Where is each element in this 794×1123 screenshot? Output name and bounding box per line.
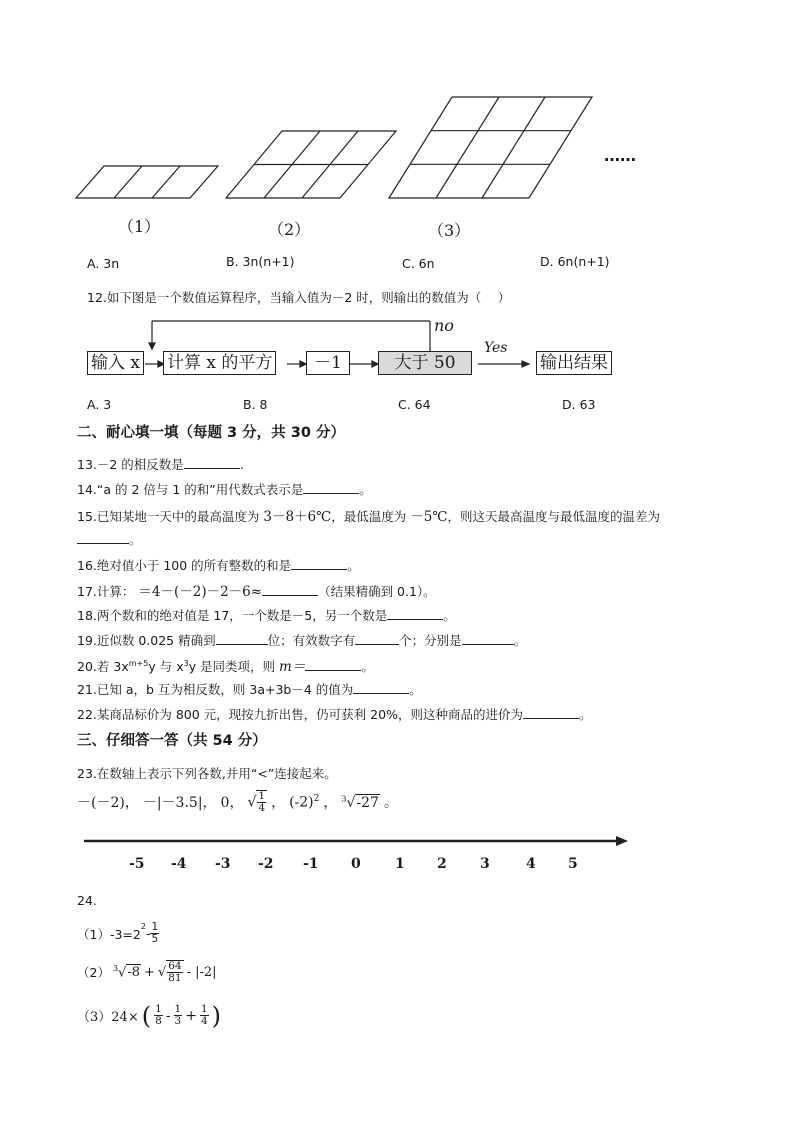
flow-yes-label: Yes bbox=[484, 340, 508, 356]
q22 bbox=[77, 705, 591, 723]
flow-box-greater-50: 大于 50 bbox=[378, 351, 472, 375]
q23-num-4: √ $\frac{1}{4}$ bbox=[247, 790, 266, 814]
q13-end: . bbox=[239, 457, 244, 472]
q15-blank bbox=[77, 531, 129, 544]
q22-text: 22.某商品标价为 800 元，现按九折出售，仍可获利 20%，则这种商品的进价为 bbox=[77, 707, 523, 722]
q23-num-3: 0， bbox=[220, 795, 244, 811]
q12-option-c: C. 64 bbox=[398, 397, 431, 412]
q13 bbox=[77, 455, 244, 473]
q13-text: 13.－2 的相反数是 bbox=[77, 457, 184, 472]
q20-text-a: 20.若 bbox=[77, 659, 110, 674]
q24-1-fraction: $\frac{1}{5}$ bbox=[151, 921, 159, 945]
q18 bbox=[77, 606, 456, 624]
q11-option-c: C. 6n bbox=[402, 256, 435, 271]
tick-label: -3 bbox=[215, 856, 231, 872]
tick-label: -1 bbox=[303, 856, 319, 872]
tick-label: -2 bbox=[258, 856, 274, 872]
q18-end: 。 bbox=[443, 608, 456, 623]
q14 bbox=[77, 480, 372, 498]
q14-text: 14.“a 的 2 倍与 1 的和”用代数式表示是 bbox=[77, 482, 304, 497]
q22-end: 。 bbox=[578, 707, 592, 722]
q12-flow-lines bbox=[0, 310, 794, 390]
figure-label-2: （2） bbox=[268, 220, 311, 239]
q24-2-sqrt: √ $\frac{64}{81}$ bbox=[157, 960, 182, 984]
q23-num-2: －|－3.5|， bbox=[142, 795, 217, 811]
q23-num-1: －(－2)， bbox=[77, 795, 139, 811]
q20-term2: $x^3y$ 是同类项，则 bbox=[176, 658, 276, 674]
q18-text: 18.两个数和的绝对值是 17，一个数是－5，另一个数是 bbox=[77, 608, 388, 623]
q15-low: －5℃ bbox=[410, 509, 448, 525]
q20-blank bbox=[305, 658, 361, 671]
tick-label: 5 bbox=[568, 856, 578, 872]
q14-blank bbox=[303, 481, 359, 494]
q15-end: 。 bbox=[129, 532, 142, 547]
q20-end: 。 bbox=[361, 659, 374, 674]
q19-text-a: 19.近似数 0.025 精确到 bbox=[77, 633, 216, 648]
tick-label: 3 bbox=[480, 856, 490, 872]
q20-m: m＝ bbox=[279, 659, 306, 675]
q19-blank-3 bbox=[462, 632, 514, 645]
q20-term1: $3x^{m+5}y$ 与 bbox=[113, 658, 173, 674]
q12-option-b: B. 8 bbox=[243, 397, 268, 412]
q19-blank-1 bbox=[216, 632, 268, 645]
q12-option-a: A. 3 bbox=[87, 397, 112, 412]
q11-option-d: D. 6n(n+1) bbox=[540, 254, 610, 269]
q23-numbers: －(－2)， －|－3.5|， 0， √ $\frac{1}{4}$ ， $(-2)^2$ ， $^3$√-27 。 bbox=[77, 790, 398, 814]
q19-end: 。 bbox=[513, 633, 527, 648]
q15-high: 3－8＋6℃ bbox=[263, 509, 332, 525]
flow-no-label: no bbox=[434, 316, 454, 335]
q24-part3: （3）24× ( $\frac{1}{8}$ - $\frac{1}{3}$ + $\frac{1}{4}$ ) bbox=[77, 1001, 221, 1030]
figure-label-1: （1） bbox=[118, 217, 161, 236]
q24-2-cbrt: $^3$√-8 bbox=[112, 963, 141, 981]
q12-option-d: D. 63 bbox=[562, 397, 596, 412]
q19-text-c: 个；分别是 bbox=[399, 633, 462, 648]
q19 bbox=[77, 631, 526, 649]
q22-blank bbox=[523, 706, 579, 719]
flow-box-input: 输入 x bbox=[87, 351, 144, 375]
number-line-ticks bbox=[0, 856, 794, 876]
q16 bbox=[77, 556, 360, 574]
q17 bbox=[77, 580, 436, 600]
figure-label-3: （3） bbox=[428, 221, 471, 240]
flow-box-output: 输出结果 bbox=[536, 351, 612, 375]
q24-label: 24. bbox=[77, 893, 97, 908]
q19-text-b: 位；有效数字有 bbox=[267, 633, 356, 648]
tick-label: 4 bbox=[526, 856, 536, 872]
q17-blank bbox=[262, 583, 318, 596]
q24-part2: （2） $^3$√-8 + √ $\frac{64}{81}$ - |-2| bbox=[77, 960, 217, 984]
q17-expr: ＝4－(－2)－2－6≈ bbox=[138, 584, 263, 600]
q14-end: 。 bbox=[359, 482, 372, 497]
q13-blank bbox=[184, 456, 240, 469]
q20 bbox=[77, 655, 374, 675]
q15-text-b: ，最低温度为 bbox=[331, 509, 407, 524]
q19-blank-2 bbox=[355, 632, 399, 645]
figure-ellipsis: …… bbox=[604, 146, 636, 165]
q23-num-6: $^3$√-27 bbox=[341, 793, 379, 811]
q16-blank bbox=[291, 557, 347, 570]
q21-blank bbox=[353, 681, 409, 694]
q16-end: 。 bbox=[347, 558, 360, 573]
tick-label: 1 bbox=[395, 856, 405, 872]
q15-text-c: ，则这天最高温度与最低温度的温差为 bbox=[447, 509, 660, 524]
q17-text: 17.计算： bbox=[77, 584, 135, 599]
q17-end: （结果精确到 0.1）。 bbox=[318, 584, 436, 599]
tick-label: 0 bbox=[351, 856, 361, 872]
q21 bbox=[77, 680, 422, 698]
q11-option-b: B. 3n(n+1) bbox=[226, 254, 295, 269]
q15-text-a: 15.已知某地一天中的最高温度为 bbox=[77, 509, 260, 524]
tick-label: 2 bbox=[437, 856, 447, 872]
q23-text: 23.在数轴上表示下列各数,并用“<”连接起来。 bbox=[77, 766, 337, 781]
q11-option-a: A. 3n bbox=[87, 256, 120, 271]
parallelogram-figures bbox=[0, 0, 794, 215]
flow-box-square: 计算 x 的平方 bbox=[163, 351, 276, 375]
q15-line2 bbox=[77, 530, 142, 548]
section2-title: 二、耐心填一填（每题 3 分，共 30 分） bbox=[77, 425, 345, 441]
q12-text: 12.如下图是一个数值运算程序，当输入值为－2 时，则输出的数值为（ ） bbox=[87, 290, 511, 305]
tick-label: -4 bbox=[171, 856, 187, 872]
flow-box-minus-one: －1 bbox=[306, 351, 350, 375]
tick-label: -5 bbox=[129, 856, 145, 872]
q18-blank bbox=[387, 607, 443, 620]
section3-title: 三、仔细答一答（共 54 分） bbox=[77, 733, 267, 749]
q21-end: 。 bbox=[409, 682, 422, 697]
q16-text: 16.绝对值小于 100 的所有整数的和是 bbox=[77, 558, 292, 573]
q23-num-5: $(-2)^2$ bbox=[289, 793, 320, 811]
q24-part1: （1）-3=2 $^2$ - $\frac{1}{5}$ bbox=[77, 921, 159, 945]
q21-text: 21.已知 a，b 互为相反数，则 3a+3b－4 的值为 bbox=[77, 682, 354, 697]
q15 bbox=[77, 505, 660, 525]
